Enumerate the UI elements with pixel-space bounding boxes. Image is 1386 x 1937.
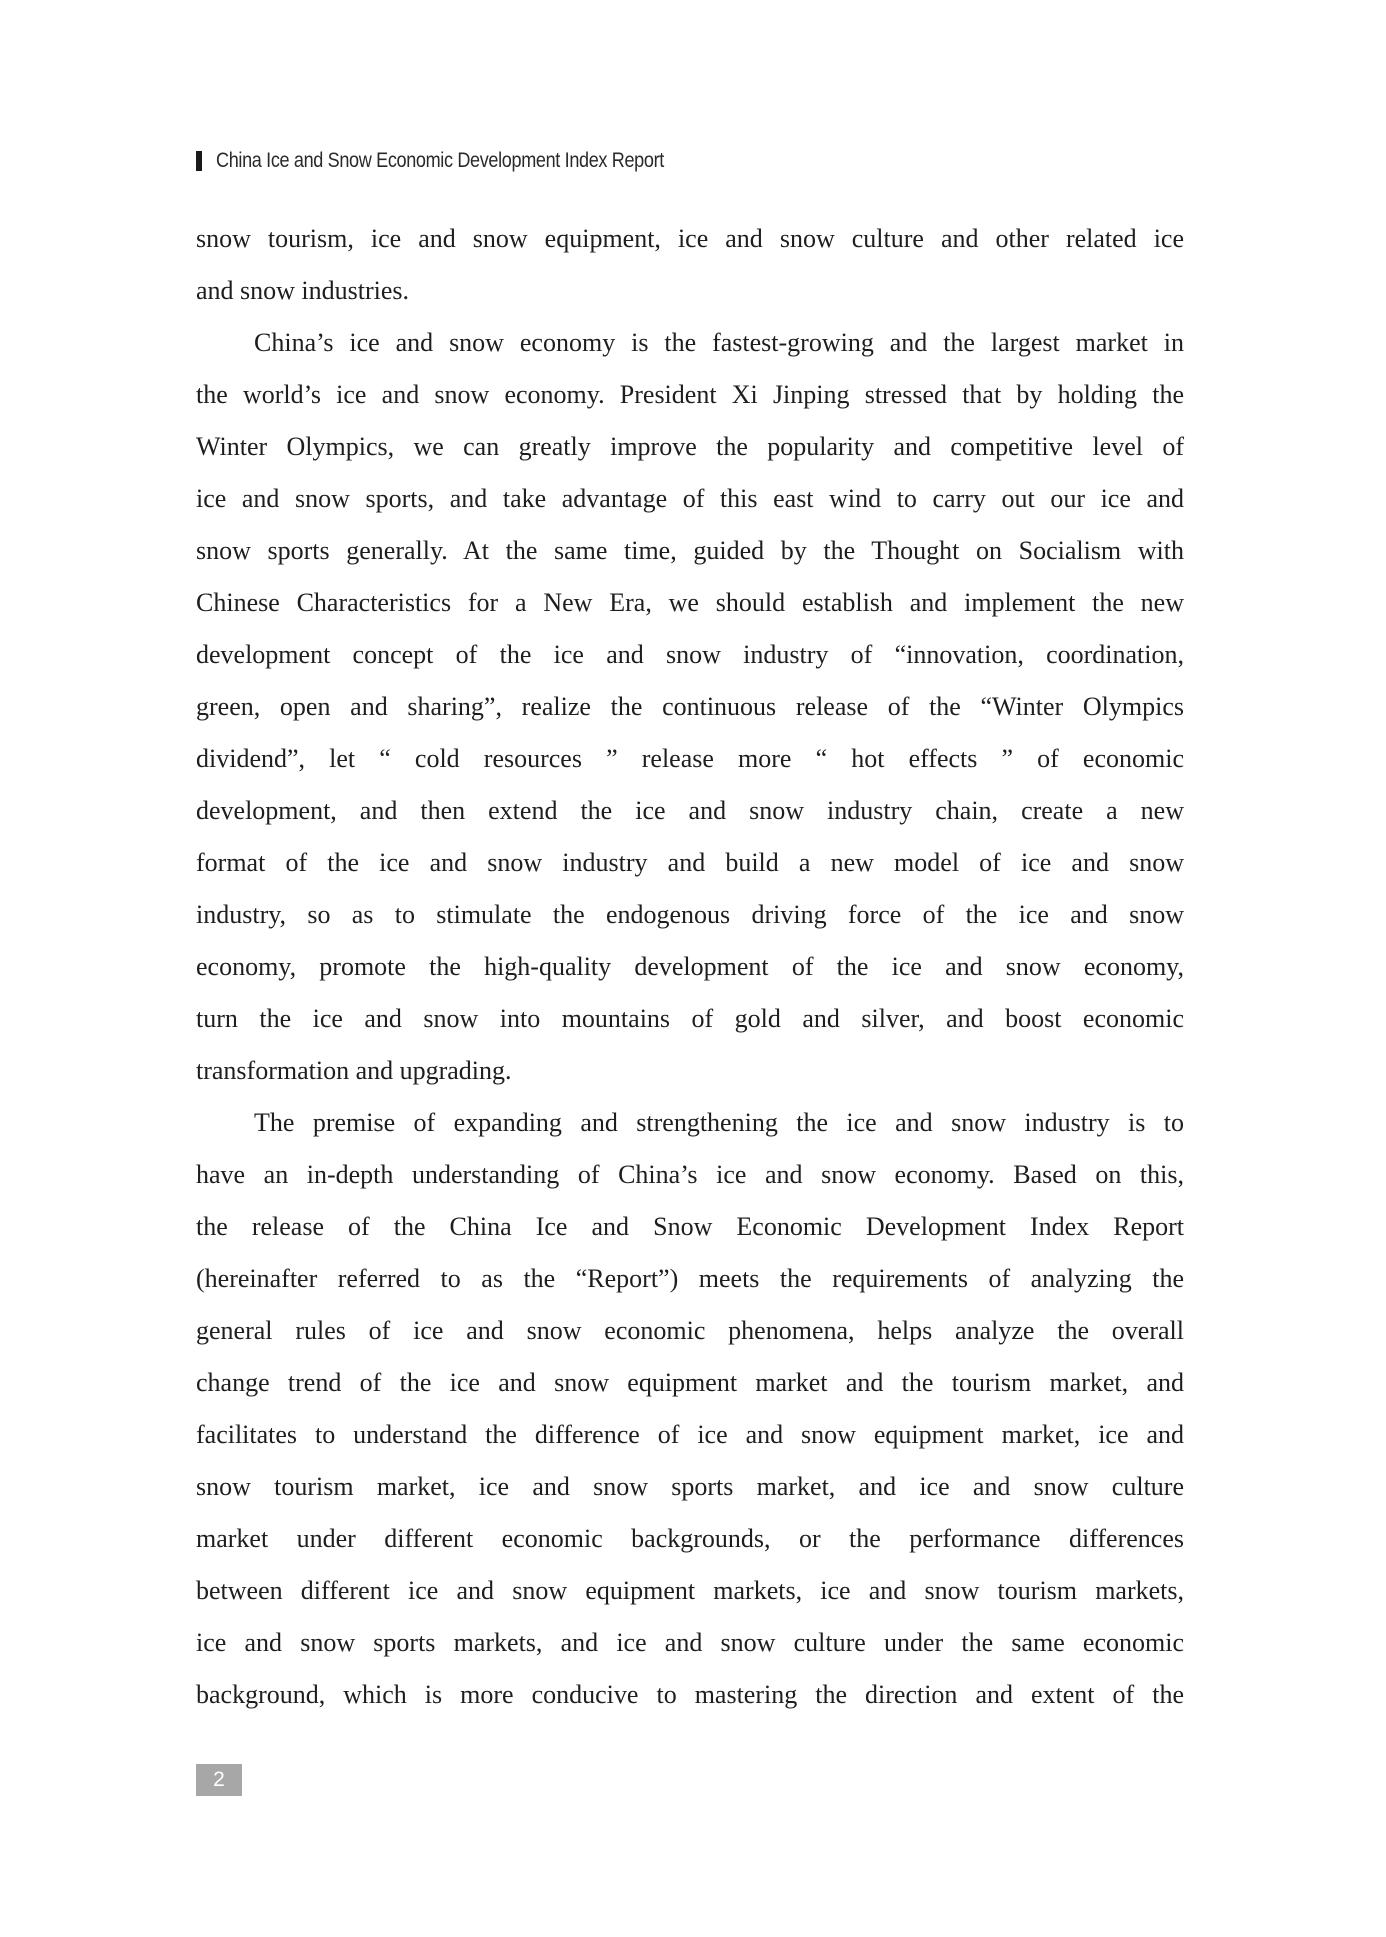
text-line: the world’s ice and snow economy. President Xi Jinping stressed that by holding the [196,380,1184,409]
text-line: format of the ice and snow industry and build a new model of ice and snow [196,848,1184,877]
text-line: (hereinafter referred to as the “Report”) meets the requirements of analyzing the [196,1264,1184,1293]
paragraph [196,213,1184,317]
text-line: snow sports generally. At the same time, guided by the Thought on Socialism with [196,536,1184,565]
text-line: transformation and upgrading. [196,1056,512,1085]
text-line: background, which is more conducive to mastering the direction and extent of the [196,1680,1184,1709]
text-line: Chinese Characteristics for a New Era, we should establish and implement the new [196,588,1184,617]
text-line: snow tourism market, ice and snow sports market, and ice and snow culture [196,1472,1184,1501]
text-line: development concept of the ice and snow industry of “innovation, coordination, [196,640,1184,669]
header-title: China Ice and Snow Economic Development Index Report [216,149,664,172]
text-line: Winter Olympics, we can greatly improve the popularity and competitive level of [196,432,1184,461]
text-line: China’s ice and snow economy is the fastest-growing and the largest market in [254,328,1184,357]
text-line: industry, so as to stimulate the endogenous driving force of the ice and snow [196,900,1184,929]
text-line: general rules of ice and snow economic phenomena, helps analyze the overall [196,1316,1184,1345]
running-header [196,146,737,176]
text-line: change trend of the ice and snow equipment market and the tourism market, and [196,1368,1184,1397]
text-line: development, and then extend the ice and snow industry chain, create a new [196,796,1184,825]
body-text [196,213,1184,1721]
text-line: have an in-depth understanding of China’s ice and snow economy. Based on this, [196,1160,1184,1189]
text-line: green, open and sharing”, realize the continuous release of the “Winter Olympics [196,692,1184,721]
text-line: economy, promote the high-quality development of the ice and snow economy, [196,952,1184,981]
text-line: turn the ice and snow into mountains of gold and silver, and boost economic [196,1004,1184,1033]
text-line: snow tourism, ice and snow equipment, ice and snow culture and other related ice [196,224,1184,253]
paragraph [196,317,1184,1097]
text-line: ice and snow sports, and take advantage of this east wind to carry out our ice and [196,484,1184,513]
text-line: market under different economic backgrounds, or the performance differences [196,1524,1184,1553]
text-line: the release of the China Ice and Snow Economic Development Index Report [196,1212,1184,1241]
text-line: and snow industries. [196,276,410,305]
text-line: between different ice and snow equipment markets, ice and snow tourism markets, [196,1576,1184,1605]
text-line: dividend”, let “ cold resources ” release more “ hot effects ” of economic [196,744,1184,773]
text-line: ice and snow sports markets, and ice and snow culture under the same economic [196,1628,1184,1657]
paragraph [196,1097,1184,1721]
text-line: facilitates to understand the difference of ice and snow equipment market, ice and [196,1420,1184,1449]
page-number: 2 [196,1764,242,1796]
text-line: The premise of expanding and strengthening the ice and snow industry is to [254,1108,1184,1137]
header-marker-bar [196,151,202,171]
